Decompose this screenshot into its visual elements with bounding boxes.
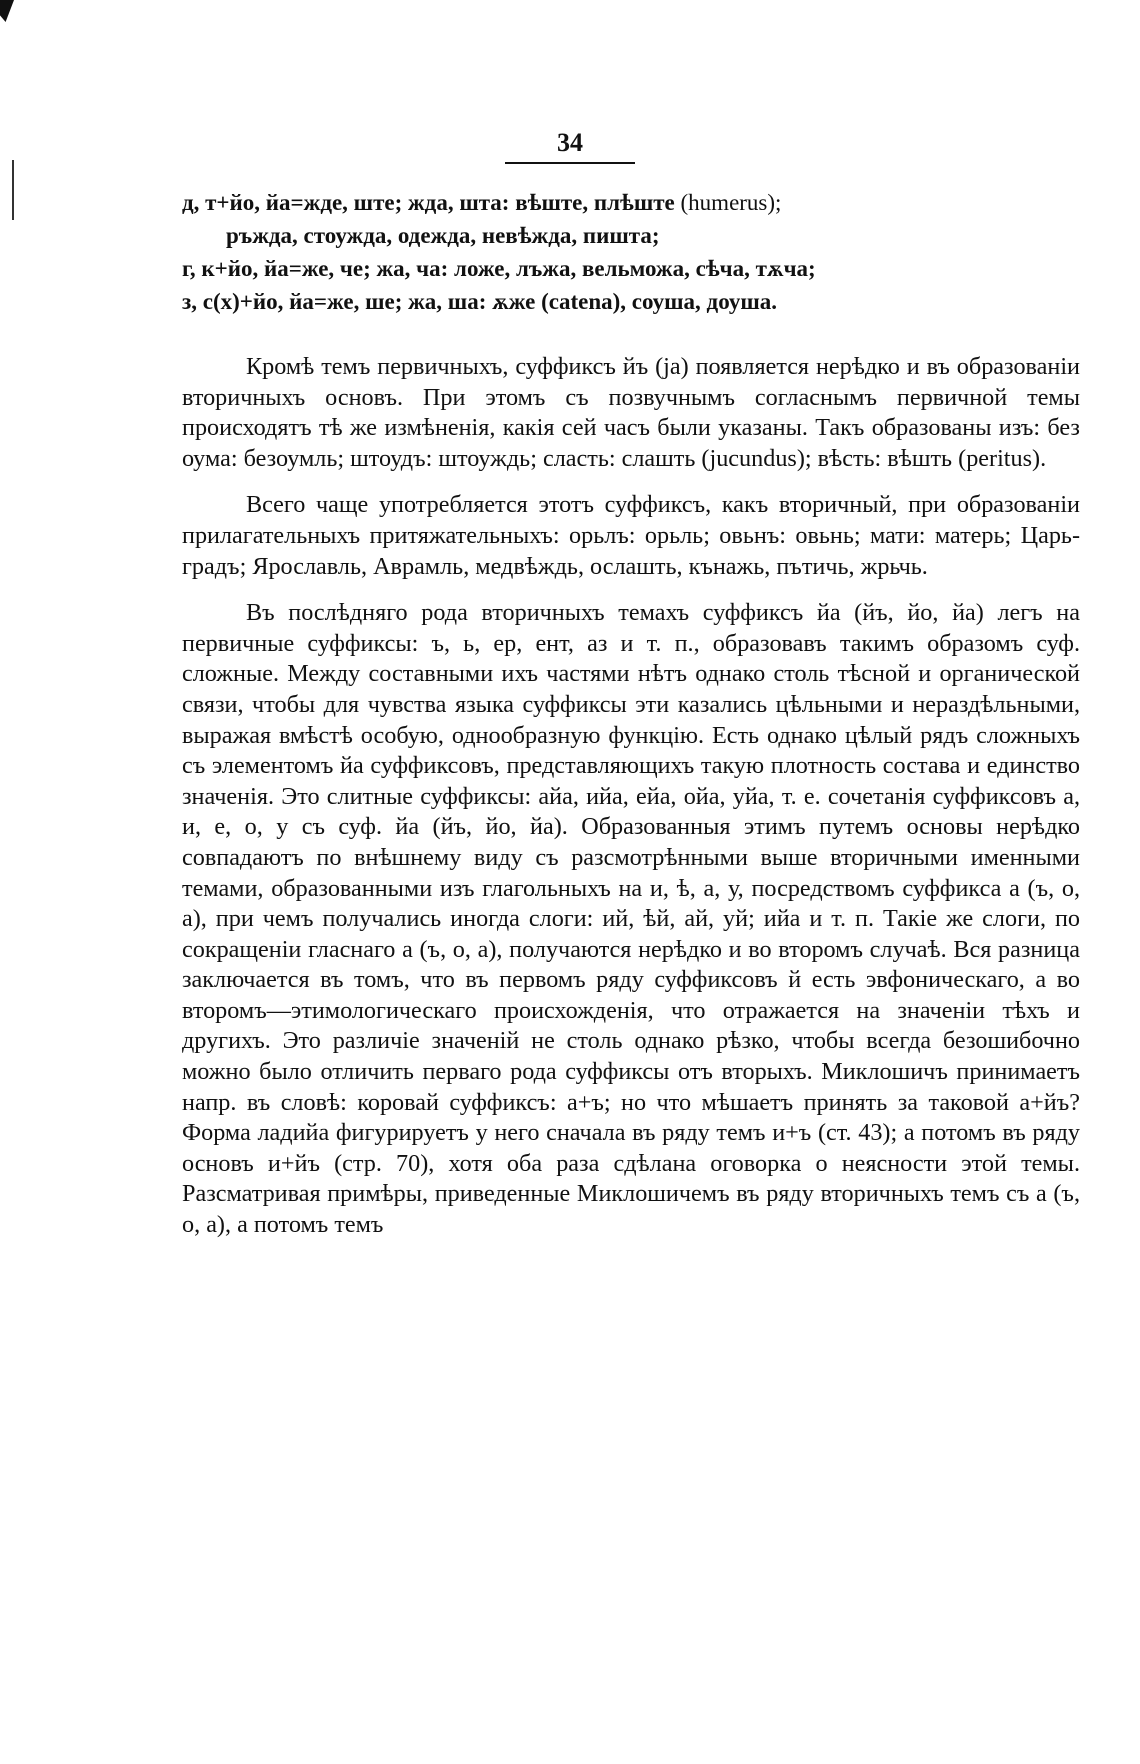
example-line — [182, 186, 1082, 219]
example-lead: г, к+йо, йа=же, че; жа, ча: — [182, 256, 449, 281]
paragraph: Всего чаще употребляется этотъ суффиксъ, какъ вторичный, при образованіи прилагательныхъ притяжательныхъ: орьлъ: орьль; овьнъ: овьнь; мати: матерь; Царь-градъ; Ярославль, Аврамль, медвѣждь, ослашть, кънажь, пътичь, жрьчь. — [182, 491, 1080, 580]
example-words: вѣште, плѣште — [515, 190, 675, 215]
example-tail: (catena), соуша, доуша. — [541, 289, 777, 314]
scan-corner-mark — [0, 0, 14, 22]
paragraph: Въ послѣдняго рода вторичныхъ темахъ суффиксъ йа (йъ, йо, йа) легъ на первичные суффиксы: ъ, ь, ер, ент, аз и т. п., образовавъ такимъ образомъ суф. сложные. Между составными ихъ частями нѣтъ однако столь тѣсной и органической связи, чтобы для чувства языка суффиксы эти казались цѣльными и нераздѣльными, выражая вмѣстѣ особую, однообразную функцію. Есть однако цѣлый рядъ сложныхъ съ элементомъ йа суффиксовъ, представляющихъ такую плотность состава и единство значенія. Это слитные суффиксы: айа, ийа, ейа, ойа, уйа, т. е. сочетанія суффиксовъ а, и, е, о, у съ суф. йа (йъ, йо, йа). Образованныя этимъ путемъ основы нерѣдко совпадаютъ по внѣшнему виду съ разсмотрѣнными выше вторичными именными темами, образованными изъ глагольныхъ на и, ѣ, а, у, посредствомъ суффикса а (ъ, о, а), при чемъ получались иногда слоги: ий, ѣй, ай, уй; ийа и т. п. Такіе же слоги, по сокращеніи гласнаго а (ъ, о, а), получаются нерѣдко и во второмъ случаѣ. Вся разница заключается въ томъ, что въ первомъ ряду суффиксовъ й есть эвфоническаго, а во второмъ—этимологическаго происхожденія, что отражается на значеніи тѣхъ и другихъ. Это различіе значеній не столь однако рѣзко, чтобы всегда безошибочно можно было отличить перваго рода суффиксы отъ вторыхъ. Миклошичъ принимаетъ напр. въ словѣ: коровай суффиксъ: а+ъ; но что мѣшаетъ принять за таковой а+йъ? Форма ладийа фигурируетъ у него сначала въ ряду темъ и+ъ (ст. 43); а потомъ въ ряду основъ и+йъ (стр. 70), хотя оба раза сдѣлана оговорка о неясности этой темы. Разсматривая примѣры, приведенные Миклошичемъ въ ряду вторичныхъ темъ съ а (ъ, о, а), а потомъ темъ — [182, 599, 1080, 1239]
body-text — [182, 352, 1080, 1241]
example-line — [182, 285, 1082, 318]
example-lead: д, т+йо, йа=жде, ште; жда, шта: — [182, 190, 510, 215]
example-line — [182, 252, 1082, 285]
example-words: ложе, лъжа, вельможа, сѣча, тѫча; — [454, 256, 816, 281]
example-lead: з, с(х)+йо, йа=же, ше; жа, ша: — [182, 289, 487, 314]
page-number: 34 — [505, 128, 635, 164]
example-words: ѫже — [492, 289, 536, 314]
example-block — [182, 186, 1082, 318]
example-tail: (humerus); — [680, 190, 782, 215]
margin-mark — [12, 160, 14, 220]
paragraph: Кромѣ темъ первичныхъ, суффиксъ йъ (ja) появляется нерѣдко и въ образованіи вторичныхъ основъ. При этомъ съ позвучнымъ согласнымъ первичной темы происходятъ тѣ же измѣненія, какія сей часъ были указаны. Такъ образованы изъ: без оума: безоумль; штоудъ: штоуждь; сласть: слашть (jucundus); вѣсть: вѣшть (peritus). — [182, 353, 1080, 472]
example-words: ръжда, стоужда, одежда, невѣжда, пишта; — [226, 223, 660, 248]
example-line — [182, 219, 1082, 252]
